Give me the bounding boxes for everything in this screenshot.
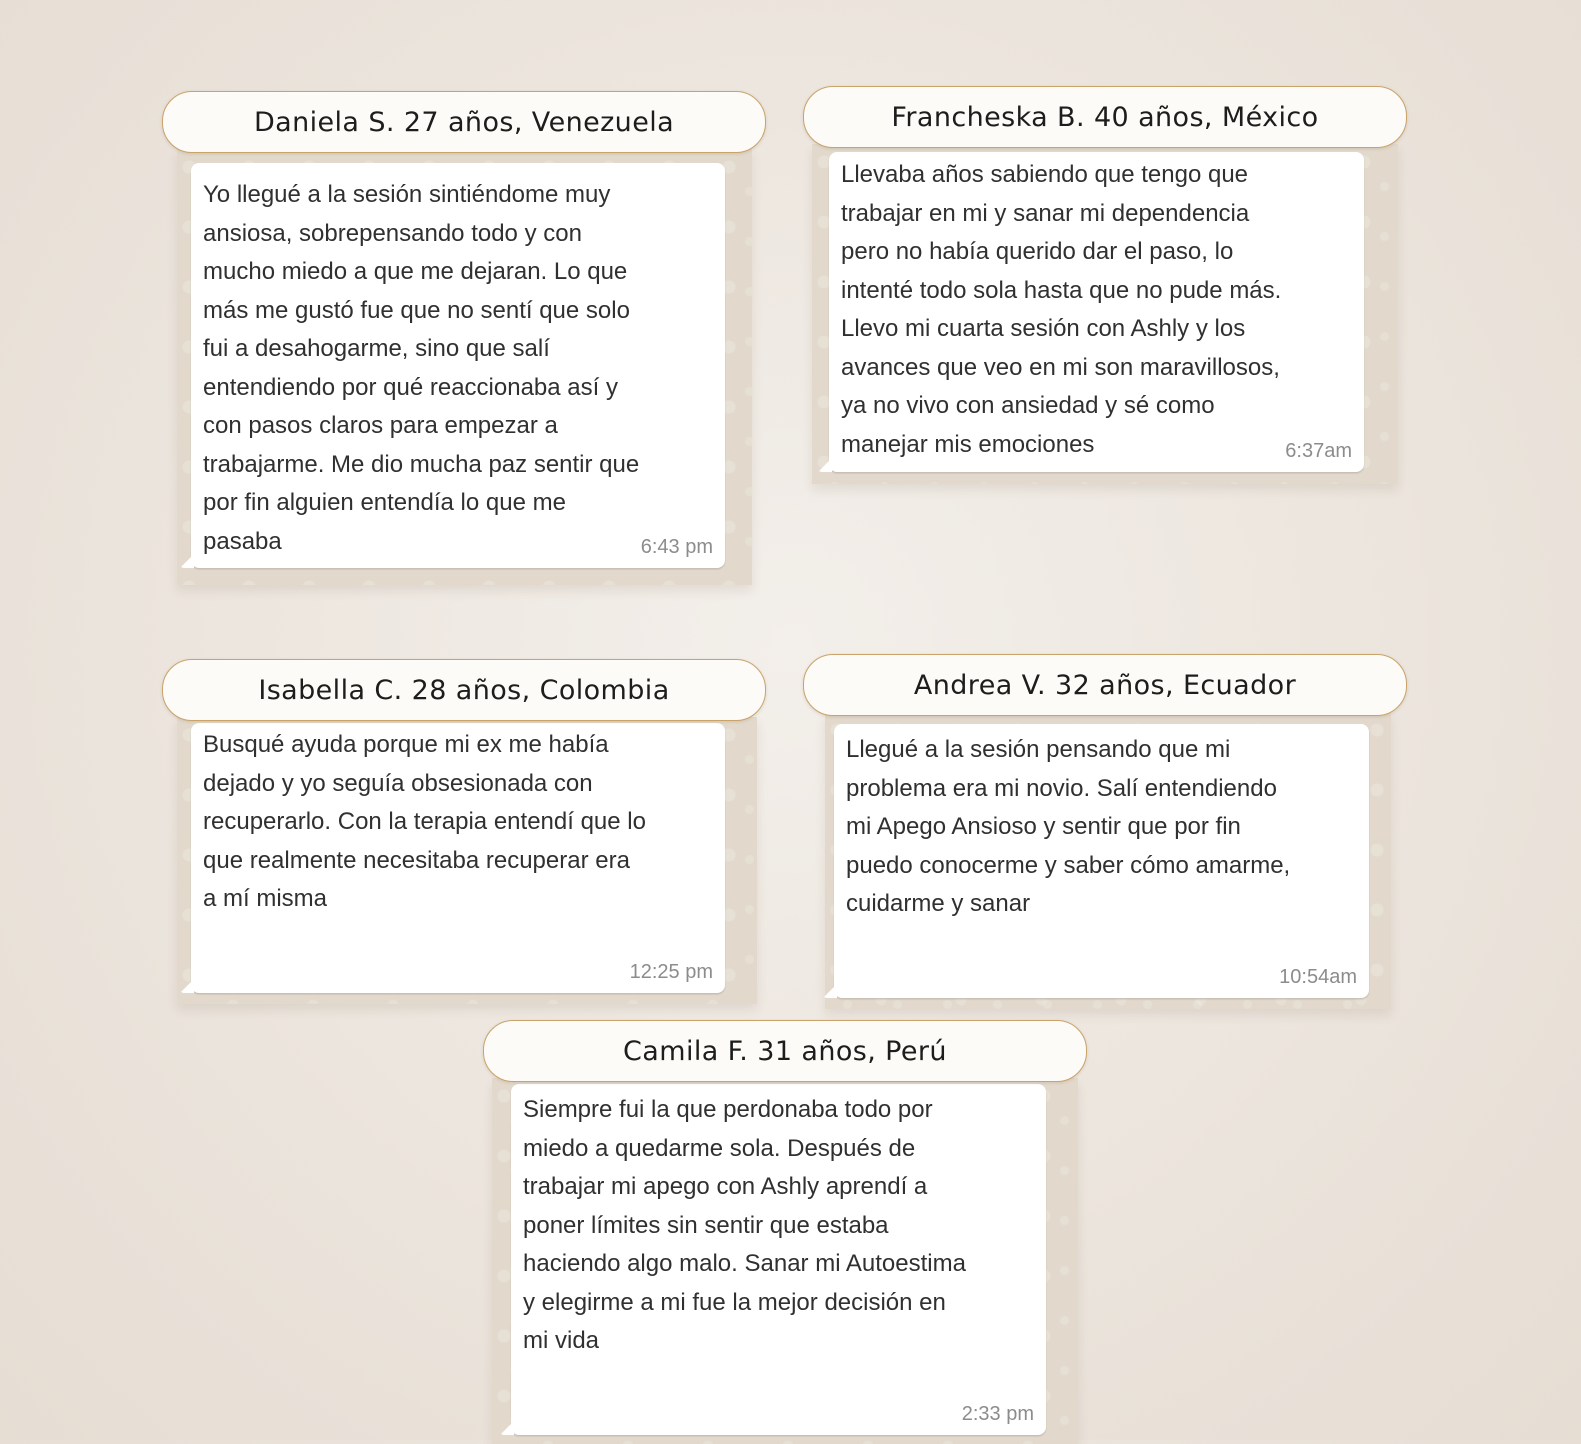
testimonial-name: Camila F. 31 años, Perú xyxy=(623,1035,947,1067)
message-text: Llevaba años sabiendo que tengo que trabajar en mi y sanar mi dependencia pero no había querido dar el paso, lo intenté todo sola hasta que no pude más. Llevo mi cuarta sesión con Ashly y los avances que veo en mi son maravillosos, ya no vivo con ansiedad y sé como manejar mis emociones xyxy=(841,161,1282,458)
testimonial-header xyxy=(803,654,1407,716)
message-timestamp: 12:25 pm xyxy=(629,961,713,983)
testimonial-name: Daniela S. 27 años, Venezuela xyxy=(253,106,675,138)
testimonial-name: Francheska B. 40 años, México xyxy=(891,101,1319,133)
message-timestamp: 2:33 pm xyxy=(961,1403,1034,1425)
message-bubble xyxy=(829,152,1364,472)
message-timestamp: 6:43 pm xyxy=(640,536,713,558)
testimonial-name: Isabella C. 28 años, Colombia xyxy=(258,674,670,706)
message-bubble xyxy=(511,1084,1046,1435)
testimonial-header xyxy=(483,1020,1087,1082)
message-timestamp: 6:37am xyxy=(1285,440,1352,462)
message-text: Busqué ayuda porque mi ex me había dejado y yo seguía obsesionada con recuperarlo. Con la terapia entendí que lo que realmente necesitaba recuperar era a mí misma xyxy=(203,731,646,912)
message-text: Siempre fui la que perdonaba todo por miedo a quedarme sola. Después de trabajar mi apego con Ashly aprendí a poner límites sin sentir que estaba haciendo algo malo. Sanar mi Autoestima y elegirme a mi fue la mejor decisión en mi vida xyxy=(523,1096,966,1354)
message-text: Yo llegué a la sesión sintiéndome muy ansiosa, sobrepensando todo y con mucho miedo a que me dejaran. Lo que más me gustó fue que no sentí que solo fui a desahogarme, sino que salí entendiendo por qué reaccionaba así y con pasos claros para empezar a trabajarme. Me dio mucha paz sentir que por fin alguien entendía lo que me pasaba xyxy=(203,181,640,555)
testimonial-name: Andrea V. 32 años, Ecuador xyxy=(913,669,1297,701)
message-bubble xyxy=(834,724,1369,998)
testimonial-header xyxy=(162,91,766,153)
testimonial-header xyxy=(803,86,1407,148)
message-text: Llegué a la sesión pensando que mi problema era mi novio. Salí entendiendo mi Apego Ansioso y sentir que por fin puedo conocerme y saber cómo amarme, cuidarme y sanar xyxy=(846,736,1291,917)
message-bubble xyxy=(191,723,725,993)
message-bubble xyxy=(191,163,725,568)
testimonial-header xyxy=(162,659,766,721)
message-timestamp: 10:54am xyxy=(1279,966,1357,988)
